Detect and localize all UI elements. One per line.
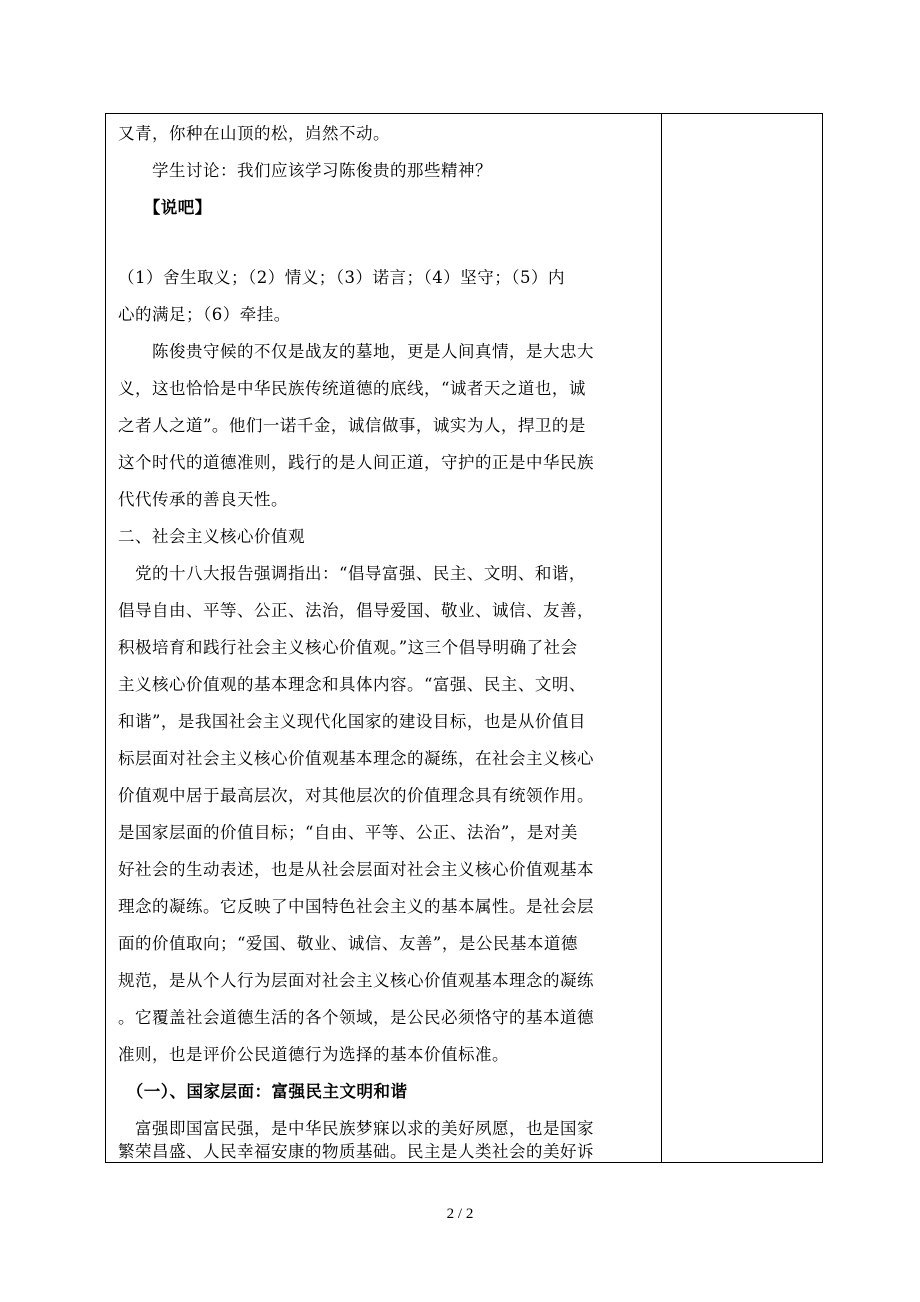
text-line: 倡导自由、平等、公正、法治，倡导爱国、敬业、诚信、友善，: [118, 601, 594, 620]
text-line: 面的价值取向；“爱国、敬业、诚信、友善”，是公民基本道德: [118, 934, 578, 953]
text-line: 标层面对社会主义核心价值观基本理念的凝练，在社会主义核心: [118, 749, 594, 768]
text-line: 和谐”，是我国社会主义现代化国家的建设目标，也是从价值目: [118, 712, 586, 731]
page-number: 2 / 2: [446, 1206, 474, 1222]
text-line: 陈俊贵守候的不仅是战友的墓地，更是人间真情，是大忠大: [118, 342, 594, 361]
text-line: 又青，你种在山顶的松，岿然不动。: [118, 124, 390, 143]
text-line: 繁荣昌盛、人民幸福安康的物质基础。民主是人类社会的美好诉: [118, 1142, 594, 1161]
text-line: 富强即国富民强，是中华民族梦寐以求的美好夙愿，也是国家: [118, 1119, 594, 1138]
text-line: 党的十八大报告强调指出：“倡导富强、民主、文明、和谐，: [118, 564, 586, 583]
text-line: 积极培育和践行社会主义核心价值观。”这三个倡导明确了社会: [118, 638, 578, 657]
side-cell: [662, 114, 822, 1162]
text-line: 代代传承的善良天性。: [118, 490, 288, 509]
text-line: 好社会的生动表述，也是从社会层面对社会主义核心价值观基本: [118, 860, 594, 879]
text-line: 。它覆盖社会道德生活的各个领域，是公民必须恪守的基本道德: [118, 1008, 594, 1027]
section-label: 【说吧】: [118, 198, 212, 217]
text-line: 主义核心价值观的基本理念和具体内容。“富强、民主、文明、: [118, 675, 586, 694]
text-line: 学生讨论：我们应该学习陈俊贵的那些精神？: [118, 161, 492, 180]
text-line: 这个时代的道德准则，践行的是人间正道，守护的正是中华民族: [118, 453, 594, 472]
text-line: （1）舍生取义；（2）情义；（3）诺言；（4）坚守；（5）内: [118, 268, 565, 287]
text-line: 价值观中居于最高层次，对其他层次的价值理念具有统领作用。: [118, 786, 594, 805]
content-table: [105, 113, 823, 1163]
subsection-heading: （一）、国家层面：富强民主文明和谐: [118, 1082, 408, 1101]
text-line: 理念的凝练。它反映了中国特色社会主义的基本属性。是社会层: [118, 897, 594, 916]
main-cell: [106, 114, 661, 1162]
text-line: 准则，也是评价公民道德行为选择的基本价值标准。: [118, 1045, 509, 1064]
section-heading: 二、社会主义核心价值观: [118, 527, 305, 546]
text-line: 规范，是从个人行为层面对社会主义核心价值观基本理念的凝练: [118, 971, 594, 990]
text-line: 是国家层面的价值目标；“自由、平等、公正、法治”，是对美: [118, 823, 578, 842]
text-line: 之者人之道”。他们一诺千金，诚信做事，诚实为人，捍卫的是: [118, 416, 586, 435]
text-line: 义，这也恰恰是中华民族传统道德的底线，“诚者天之道也，诚: [118, 379, 586, 398]
text-line: 心的满足；（6）牵挂。: [118, 305, 291, 324]
